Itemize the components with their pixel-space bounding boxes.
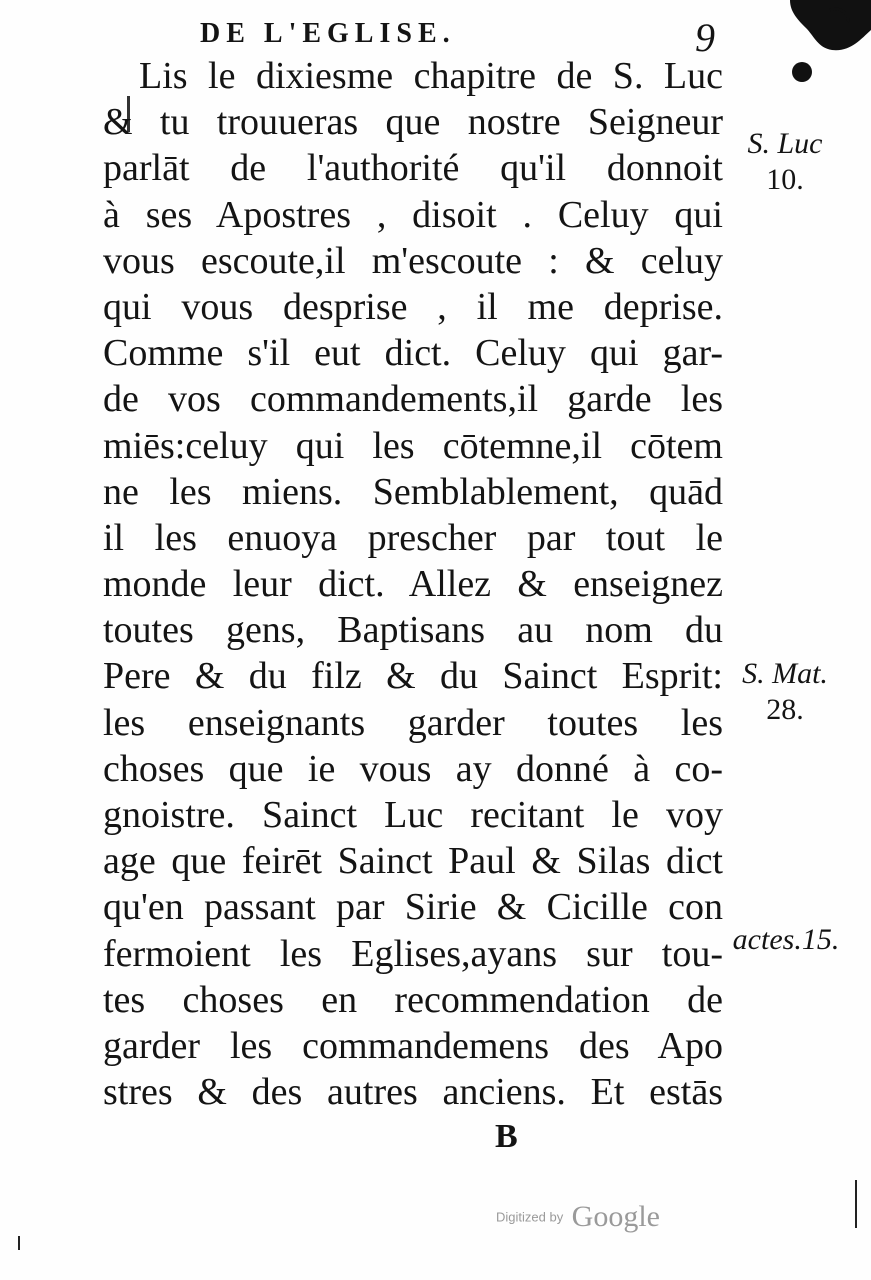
marginal-ref: S. Luc (747, 127, 823, 160)
watermark-prefix: Digitized by (496, 1209, 564, 1225)
marginal-ref: actes.15. (732, 923, 840, 956)
text-line: gnoistre. Sainct Luc recitant le voy (103, 794, 723, 836)
text-line: monde leur dict. Allez & enseignez (103, 563, 723, 606)
text-line: age que feirēt Sainct Paul & Silas dict (103, 840, 723, 883)
text-line: les enseignants garder toutes les (103, 701, 723, 744)
page-edge-speck (18, 1236, 20, 1250)
page-edge-line (855, 1180, 857, 1228)
marginal-note-acts (726, 922, 846, 958)
page-number: 9 (695, 15, 715, 60)
text-line: de vos commandements,il garde les (103, 378, 723, 421)
text-line: toutes gens, Baptisans au nom du (103, 609, 723, 652)
text-line: stres & des autres anciens. Et estās (103, 1071, 723, 1114)
text-line: choses que ie vous ay donné à co- (103, 747, 723, 790)
text-line: fermoient les Eglises,ayans sur tou- (103, 932, 723, 975)
digitization-watermark (496, 1200, 660, 1234)
text-line: & tu trouueras que nostre Seigneur (103, 101, 723, 144)
running-head (200, 14, 760, 60)
marginal-num: 10. (766, 163, 804, 196)
marginal-note-matthew (725, 656, 845, 728)
marginal-note-luke (725, 126, 845, 198)
text-line: Lis le dixiesme chapitre de S. Luc (139, 55, 723, 97)
text-line: Pere & du filz & du Sainct Esprit: (103, 655, 723, 698)
text-line: à ses Apostres , disoit . Celuy qui (103, 193, 723, 236)
body-text (103, 53, 723, 1115)
text-line: il les enuoya prescher par tout le (103, 516, 723, 559)
text-line: Comme s'il eut dict. Celuy qui gar- (103, 332, 723, 375)
text-line: parlāt de l'authorité qu'il donnoit (103, 147, 723, 190)
text-line: tes choses en recommendation de (103, 978, 723, 1021)
text-line: ne les miens. Semblablement, quād (103, 470, 723, 513)
watermark-brand: Google (571, 1200, 660, 1233)
signature-mark: B (495, 1118, 518, 1155)
text-line: qui vous desprise , il me deprise. (103, 285, 723, 328)
text-line: miēs:celuy qui les cōtemne,il cōtem (103, 424, 723, 467)
running-title: DE L'EGLISE. (200, 18, 456, 49)
text-line: vous escoute,il m'escoute : & celuy (103, 239, 723, 282)
text-line: garder les commandemens des Apo (103, 1024, 723, 1067)
ink-blot-top-right (770, 0, 871, 90)
marginal-ref: S. Mat. (742, 657, 828, 690)
text-line: qu'en passant par Sirie & Cicille con (103, 886, 723, 929)
marginal-num: 28. (766, 693, 804, 726)
